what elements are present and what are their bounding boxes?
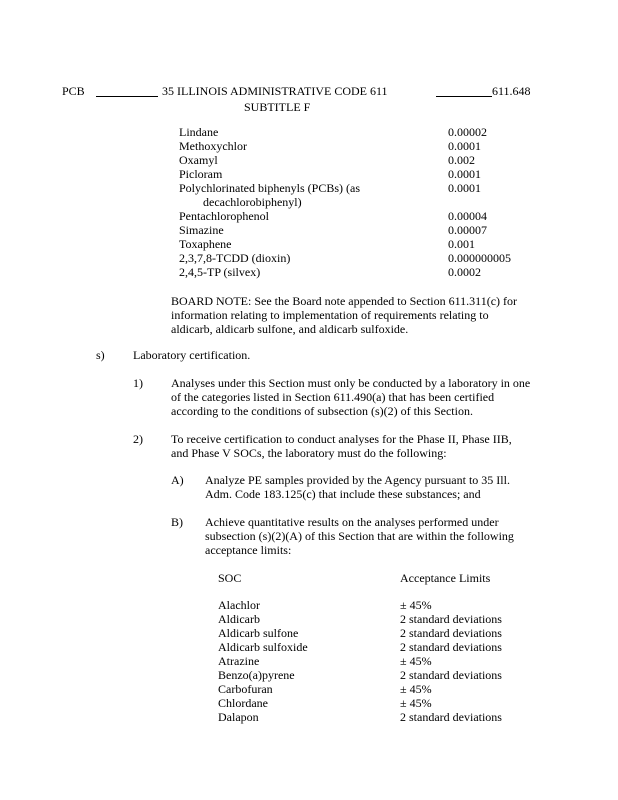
mcl-value: 0.00007 [448,223,487,237]
item-1-line: Analyses under this Section must only be conducted by a laboratory in one [171,376,531,390]
soc-limit: ± 45% [400,598,432,612]
mcl-value: 0.0001 [448,139,481,153]
item-1-line: of the categories listed in Section 611.490(a) that has been certified [171,390,495,404]
soc-limit: 2 standard deviations [400,668,502,682]
board-note-line: aldicarb, aldicarb sulfone, and aldicarb sulfoxide. [171,322,409,336]
mcl-value: 0.00004 [448,209,487,223]
soc-name: Atrazine [218,654,260,668]
soc-limit: ± 45% [400,654,432,668]
item-2-label: 2) [133,432,143,446]
mcl-value: 0.0002 [448,265,481,279]
mcl-value: 0.00002 [448,125,487,139]
item-1-label: 1) [133,376,143,390]
soc-limit: 2 standard deviations [400,612,502,626]
mcl-name: Oxamyl [179,153,218,167]
mcl-value: 0.002 [448,153,475,167]
mcl-value: 0.0001 [448,167,481,181]
mcl-name: Simazine [179,223,224,237]
soc-limit: 2 standard deviations [400,710,502,724]
section-s-title: Laboratory certification. [133,348,251,362]
mcl-name: Lindane [179,125,219,139]
mcl-value: 0.001 [448,237,475,251]
soc-name: Dalapon [218,710,259,724]
item-b-line: Achieve quantitative results on the analyses performed under [205,515,499,529]
soc-name: Alachlor [218,598,260,612]
soc-name: Chlordane [218,696,268,710]
item-a-line: Analyze PE samples provided by the Agency pursuant to 35 Ill. [205,473,510,487]
header-rule-left [96,96,158,97]
mcl-name: Toxaphene [179,237,232,251]
mcl-name-continued: decachlorobiphenyl) [203,195,302,209]
soc-name: Aldicarb [218,612,260,626]
item-a-label: A) [171,473,184,487]
board-note-line: BOARD NOTE: See the Board note appended to Section 611.311(c) for [171,294,518,308]
table-header-soc: SOC [218,571,242,585]
item-1-line: according to the conditions of subsection (s)(2) of this Section. [171,404,473,418]
board-note-line: information relating to implementation of requirements relating to [171,308,489,322]
item-a-line: Adm. Code 183.125(c) that include these substances; and [205,487,481,501]
item-b-label: B) [171,515,183,529]
soc-name: Aldicarb sulfone [218,626,299,640]
item-2-line: and Phase V SOCs, the laboratory must do the following: [171,446,447,460]
header-left: PCB [62,84,85,98]
mcl-name: 2,3,7,8-TCDD (dioxin) [179,251,291,265]
soc-name: Carbofuran [218,682,273,696]
soc-limit: 2 standard deviations [400,626,502,640]
soc-name: Benzo(a)pyrene [218,668,295,682]
table-header-limits: Acceptance Limits [400,571,491,585]
mcl-name: 2,4,5-TP (silvex) [179,265,261,279]
header-rule-right [436,96,492,97]
item-b-line: acceptance limits: [205,543,292,557]
header-center: 35 ILLINOIS ADMINISTRATIVE CODE 611 [162,84,388,98]
mcl-name: Methoxychlor [179,139,247,153]
mcl-name: Pentachlorophenol [179,209,269,223]
mcl-name: Picloram [179,167,223,181]
mcl-value: 0.0001 [448,181,481,195]
soc-name: Aldicarb sulfoxide [218,640,308,654]
soc-limit: ± 45% [400,682,432,696]
item-2-line: To receive certification to conduct analyses for the Phase II, Phase IIB, [171,432,512,446]
section-s-label: s) [96,348,105,362]
header-right: 611.648 [492,84,531,98]
soc-limit: ± 45% [400,696,432,710]
item-b-line: subsection (s)(2)(A) of this Section that are within the following [205,529,514,543]
soc-limit: 2 standard deviations [400,640,502,654]
header-subtitle: SUBTITLE F [244,100,311,114]
mcl-value: 0.000000005 [448,251,511,265]
mcl-name: Polychlorinated biphenyls (PCBs) (as [179,181,360,195]
